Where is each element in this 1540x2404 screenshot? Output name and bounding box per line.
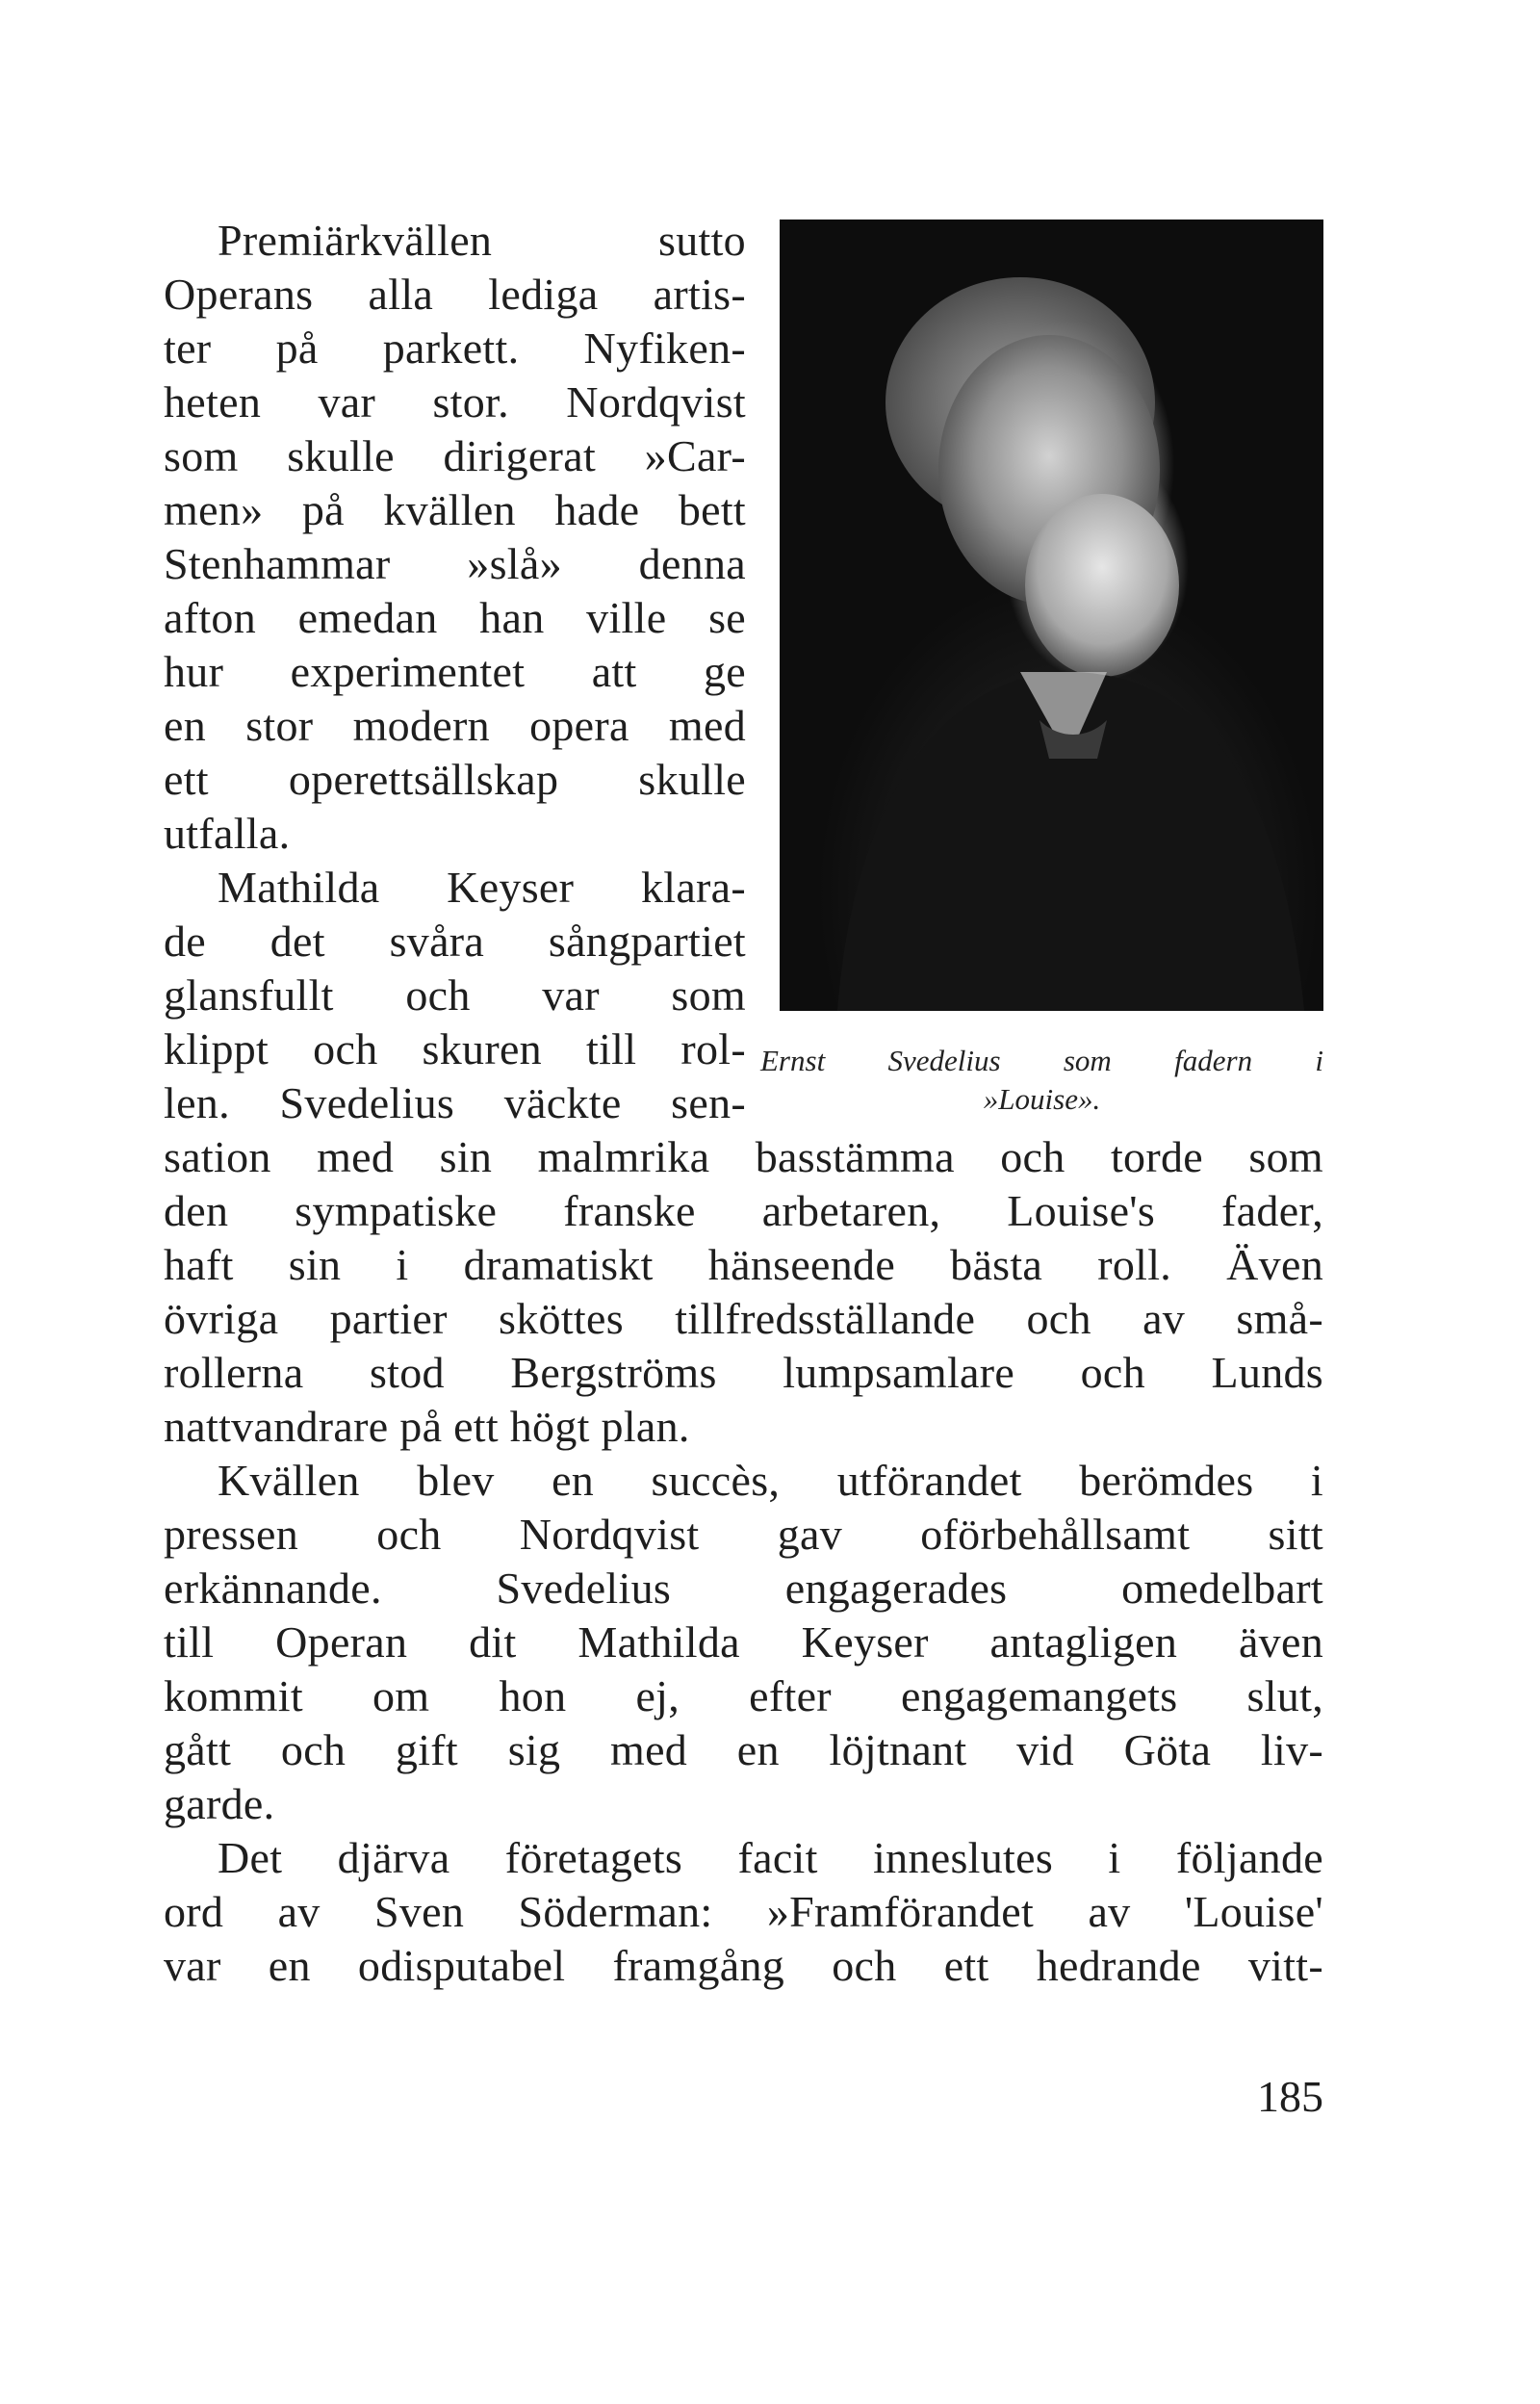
text-line-33: var en odisputabel framgång och ett hedrande vitt- [164,1941,1323,1990]
page-number: 185 [1257,2072,1323,2121]
text-line-15: glansfullt och var som [164,970,746,1020]
text-line-14: de det svåra sångpartiet [164,917,746,966]
text-line-16: klippt och skuren till rol- [164,1024,746,1073]
text-line-8: afton emedan han ville se [164,593,746,642]
text-line-10: en stor modern opera med [164,701,746,750]
text-line-28: kommit om hon ej, efter engagemangets slut, [164,1671,1323,1720]
text-line-23: nattvandrare på ett högt plan. [164,1402,690,1451]
text-line-29: gått och gift sig med en löjtnant vid Göta liv- [164,1725,1323,1774]
text-line-27: till Operan dit Mathilda Keyser antagligen även [164,1617,1323,1667]
text-line-3: ter på parkett. Nyfiken- [164,323,746,373]
portrait-photo [780,220,1323,1011]
text-line-1: Premiärkvällen sutto [218,216,746,265]
text-line-20: haft sin i dramatiskt hänseende bästa roll. Även [164,1240,1323,1289]
text-line-26: erkännande. Svedelius engagerades omedelbart [164,1564,1323,1613]
text-line-24: Kvällen blev en succès, utförandet berömdes i [218,1456,1323,1505]
photo-caption-line-2: »Louise». [983,1082,1101,1116]
text-line-6: men» på kvällen hade bett [164,485,746,534]
text-line-12: utfalla. [164,809,291,858]
text-line-2: Operans alla lediga artis- [164,270,746,319]
text-line-11: ett operettsällskap skulle [164,755,746,804]
text-line-5: som skulle dirigerat »Car- [164,431,746,480]
text-line-9: hur experimentet att ge [164,647,746,696]
text-line-22: rollerna stod Bergströms lumpsamlare och Lunds [164,1348,1323,1397]
text-line-7: Stenhammar »slå» denna [164,539,746,588]
text-line-30: garde. [164,1779,275,1828]
text-line-17: len. Svedelius väckte sen- [164,1078,746,1127]
text-line-25: pressen och Nordqvist gav oförbehållsamt sitt [164,1510,1323,1559]
text-line-4: heten var stor. Nordqvist [164,377,746,427]
text-line-32: ord av Sven Söderman: »Framförandet av 'Louise' [164,1887,1323,1936]
photo-caption-line-1: Ernst Svedelius som fadern i [760,1044,1323,1077]
text-line-18: sation med sin malmrika basstämma och torde som [164,1132,1323,1181]
text-line-19: den sympatiske franske arbetaren, Louise's fader, [164,1186,1323,1235]
text-line-31: Det djärva företagets facit inneslutes i följande [218,1833,1323,1882]
text-line-21: övriga partier sköttes tillfredsställande och av små- [164,1294,1323,1343]
text-line-13: Mathilda Keyser klara- [218,863,746,912]
portrait-illustration [780,220,1323,1011]
